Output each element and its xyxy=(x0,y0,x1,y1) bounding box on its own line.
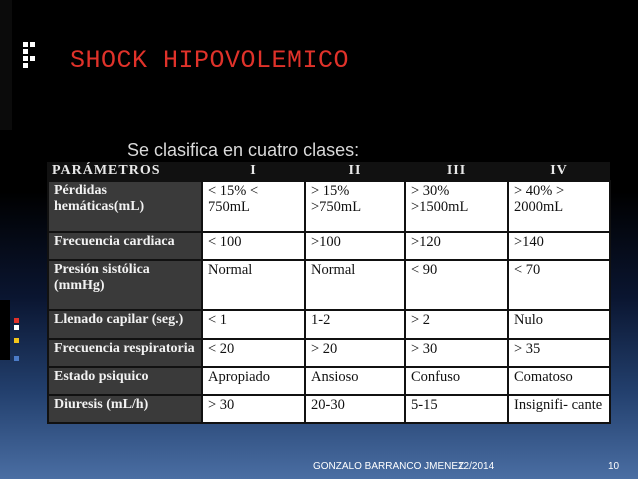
value-cell: < 1 xyxy=(202,310,305,338)
param-cell: Frecuencia respiratoria xyxy=(48,339,202,367)
value-cell: < 15% < 750mL xyxy=(202,181,305,232)
table-row xyxy=(48,181,610,232)
param-cell: Estado psiquico xyxy=(48,367,202,395)
value-cell: < 70 xyxy=(508,260,610,311)
header-cell: III xyxy=(405,162,508,181)
value-cell: Normal xyxy=(305,260,405,311)
value-cell: Comatoso xyxy=(508,367,610,395)
value-cell: > 30% >1500mL xyxy=(405,181,508,232)
table-header-row xyxy=(48,162,610,181)
left-accent-bar xyxy=(0,0,12,130)
value-cell: Insignifi- cante xyxy=(508,395,610,423)
value-cell: Nulo xyxy=(508,310,610,338)
header-cell: IV xyxy=(508,162,610,181)
header-cell: I xyxy=(202,162,305,181)
value-cell: >140 xyxy=(508,232,610,260)
param-cell: Frecuencia cardiaca xyxy=(48,232,202,260)
value-cell: > 35 xyxy=(508,339,610,367)
table-row xyxy=(48,367,610,395)
value-cell: 20-30 xyxy=(305,395,405,423)
value-cell: > 30 xyxy=(405,339,508,367)
header-cell: PARÁMETROS xyxy=(48,162,202,181)
value-cell: < 100 xyxy=(202,232,305,260)
value-cell: > 20 xyxy=(305,339,405,367)
value-cell: >100 xyxy=(305,232,405,260)
value-cell: Apropiado xyxy=(202,367,305,395)
table-row xyxy=(48,339,610,367)
param-cell: Presión sistólica (mmHg) xyxy=(48,260,202,311)
slide-title: SHOCK HIPOVOLEMICO xyxy=(70,46,350,75)
table-row xyxy=(48,310,610,338)
param-cell: Pérdidas hemáticas(mL) xyxy=(48,181,202,232)
page-number: 10 xyxy=(608,461,620,472)
footer-author: GONZALO BARRANCO JMENEZ xyxy=(313,461,465,472)
table-row xyxy=(48,395,610,423)
classification-table xyxy=(47,162,609,424)
table-row xyxy=(48,232,610,260)
value-cell: Ansioso xyxy=(305,367,405,395)
left-accent-bar-lower xyxy=(0,300,10,360)
value-cell: > 15% >750mL xyxy=(305,181,405,232)
value-cell: >120 xyxy=(405,232,508,260)
param-cell: Diuresis (mL/h) xyxy=(48,395,202,423)
footer-date: 12/2014 xyxy=(458,461,495,472)
param-cell: Llenado capilar (seg.) xyxy=(48,310,202,338)
value-cell: > 30 xyxy=(202,395,305,423)
value-cell: > 2 xyxy=(405,310,508,338)
value-cell: > 40% > 2000mL xyxy=(508,181,610,232)
table-row xyxy=(48,260,610,311)
value-cell: 5-15 xyxy=(405,395,508,423)
value-cell: Confuso xyxy=(405,367,508,395)
value-cell: 1-2 xyxy=(305,310,405,338)
value-cell: < 90 xyxy=(405,260,508,311)
value-cell: Normal xyxy=(202,260,305,311)
value-cell: < 20 xyxy=(202,339,305,367)
slide-subtitle: Se clasifica en cuatro clases: xyxy=(127,140,360,160)
header-cell: II xyxy=(305,162,405,181)
